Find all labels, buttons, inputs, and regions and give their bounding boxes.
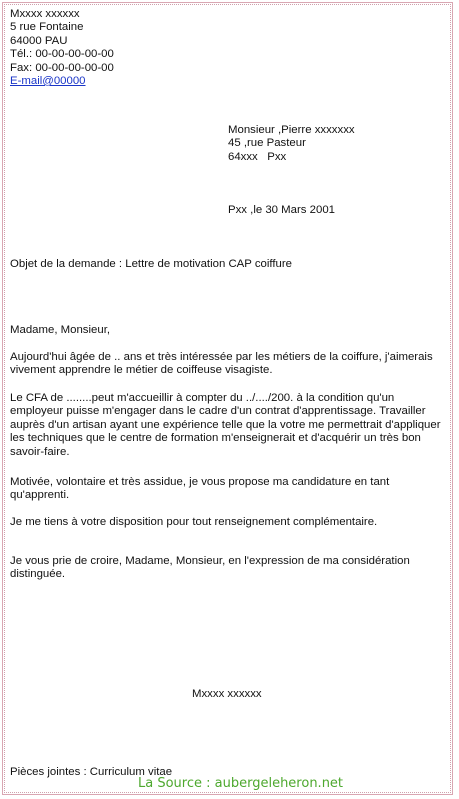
paragraph-line: distinguée.: [10, 568, 66, 581]
enclosure-note: Pièces jointes : Curriculum vitae: [10, 766, 173, 778]
recipient-name: Monsieur ,Pierre xxxxxxx: [228, 124, 355, 136]
salutation: Madame, Monsieur,: [10, 324, 111, 336]
paragraph-line: Aujourd'hui âgée de .. ans et très intéressée par les métiers de la coiffure, j'aimerais: [10, 351, 433, 363]
paragraph-line: Je vous prie de croire, Madame, Monsieur, en l'expression de ma considération: [10, 555, 410, 567]
paragraph-line: vivement apprendre le métier de coiffeuse visagiste.: [10, 364, 273, 377]
paragraph-line: Je me tiens à votre disposition pour tout renseignement complémentaire.: [10, 516, 378, 528]
letter-object: Objet de la demande : Lettre de motivation CAP coiffure: [10, 258, 292, 270]
paragraph-2: [10, 392, 450, 459]
letter-document: [10, 8, 450, 778]
place-date: Pxx ,le 30 Mars 2001: [228, 204, 335, 216]
paragraph-line: Motivée, volontaire et très assidue, je vous propose ma candidature en tant: [10, 476, 390, 488]
paragraph-1: [10, 351, 450, 378]
sender-block: [10, 8, 450, 88]
paragraph-line: les techniques que le centre de formation m'enseignerait et d'acquérir un très bon: [10, 432, 421, 445]
sender-city: 64000 PAU: [10, 34, 68, 47]
paragraph-line: savoir-faire.: [10, 445, 70, 458]
source-watermark: La Source : aubergeleheron.net: [138, 776, 344, 791]
sender-email-link[interactable]: E-mail@00000: [10, 75, 86, 88]
paragraph-5: [10, 555, 450, 582]
paragraph-line: employeur puisse m'engager dans le cadre d'un contrat d'apprentissage. Travailler: [10, 405, 426, 418]
paragraph-line: auprès d'un artisan ayant une expérience telle que la votre me permettrait d'appliquer: [10, 418, 441, 431]
recipient-street: 45 ,rue Pasteur: [228, 137, 306, 150]
recipient-city: 64xxx Pxx: [228, 150, 287, 163]
sender-street: 5 rue Fontaine: [10, 21, 84, 34]
paragraph-line: qu'apprenti.: [10, 489, 70, 502]
recipient-block: [228, 124, 355, 164]
paragraph-line: Le CFA de ........peut m'accueillir à compter du ../..../200. à la condition qu'un: [10, 392, 395, 404]
paragraph-3: [10, 476, 450, 503]
paragraph-4: [10, 516, 450, 529]
sender-phone: Tél.: 00-00-00-00-00: [10, 48, 114, 61]
sender-fax: Fax: 00-00-00-00-00: [10, 61, 114, 74]
sender-name: Mxxxx xxxxxx: [10, 8, 80, 20]
signature: Mxxxx xxxxxx: [192, 688, 262, 700]
